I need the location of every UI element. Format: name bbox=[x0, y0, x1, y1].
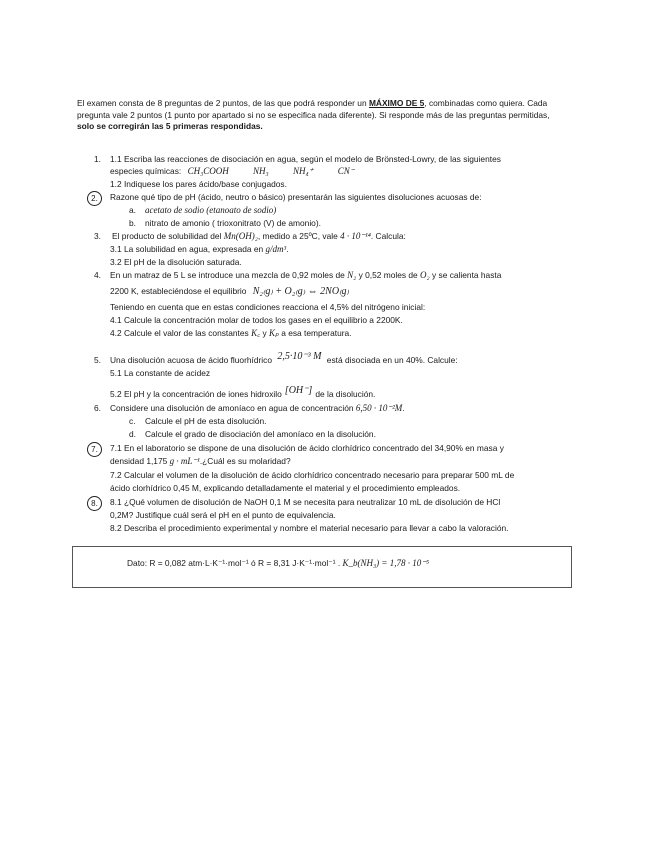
q4-n2: N₂ bbox=[347, 270, 357, 280]
question-number-7-circled: 7. bbox=[87, 442, 102, 457]
q4-equilibrium-equation: N₂₍g₎ + O₂₍g₎ ⇔ 2NO₍g₎ bbox=[252, 286, 349, 297]
kb-ammonia: K_b(NH₃) = 1,78 · 10⁻⁵ bbox=[342, 558, 430, 568]
q7-density-units: g · mL⁻¹ bbox=[169, 456, 200, 466]
q5-concentration: 2,5·10⁻³ M bbox=[277, 351, 322, 362]
q6-c-text: Calcule el pH de esta disolución. bbox=[145, 416, 267, 426]
q1-line1: 1.1 Escriba las reacciones de disociación en agua, según el modelo de Brönsted-Lowry, de las siguientes bbox=[110, 154, 501, 164]
q1-line2: especies químicas: CH₃COOH NH₃ NH₄⁺ CN⁻ bbox=[110, 166, 355, 176]
constants-box bbox=[72, 546, 572, 588]
species-ammonia: NH₃ bbox=[253, 166, 269, 176]
species-acetic-acid: CH₃COOH bbox=[187, 166, 229, 176]
q2-b-ammonium-nitrate: nitrato de amonio ( trioxonitrato (V) de amonio). bbox=[145, 218, 321, 228]
q4-kc: K꜀ bbox=[251, 328, 261, 338]
question-number-6: 6. bbox=[94, 403, 101, 413]
question-number-8-circled: 8. bbox=[87, 496, 102, 511]
species-cyanide: CN⁻ bbox=[337, 166, 355, 176]
q6-concentration: 6,50 · 10⁻²M bbox=[355, 403, 403, 413]
q2-a-sodium-acetate: acetato de sodio (etanoato de sodio) bbox=[145, 205, 277, 215]
q5-line1: Una disolución acuosa de ácido fluorhídrico 2,5·10⁻³ M está disociada en un 40%. Calcule: bbox=[110, 351, 458, 365]
correction-rule: solo se corregirán las 5 primeras respondidas. bbox=[77, 121, 263, 131]
q3-ksp-value: 4 · 10⁻¹⁴ bbox=[340, 231, 371, 241]
q4-line3: Teniendo en cuenta que en estas condiciones reacciona el 4,5% del nitrógeno inicial: bbox=[110, 302, 426, 312]
q8-line2: 0,2M? Justifique cuál será el pH en el punto de equivalencia. bbox=[110, 510, 336, 520]
q4-line1: En un matraz de 5 L se introduce una mezcla de 0,92 moles de N₂ y 0,52 moles de O₂ y se calienta hasta bbox=[110, 270, 502, 280]
question-number-2-circled: 2. bbox=[87, 191, 102, 206]
q1-line3: 1.2 Indiquese los pares ácido/base conjugados. bbox=[110, 179, 287, 189]
constants-text: Dato: R = 0,082 atm·L·K⁻¹·mol⁻¹ ó R = 8,31 J·K⁻¹·mol⁻¹ . K_b(NH₃) = 1,78 · 10⁻⁵ bbox=[127, 558, 430, 568]
q6-c-marker: c. bbox=[129, 416, 136, 426]
q4-line5: 4.2 Calcule el valor de las constantes K꜀ y Kₚ a esa temperatura. bbox=[110, 328, 352, 338]
q4-kp: Kₚ bbox=[269, 328, 279, 338]
question-number-4: 4. bbox=[94, 270, 101, 280]
q7-line1: 7.1 En el laboratorio se dispone de una disolución de ácido clorhídrico concentrado del 34,90% en masa y bbox=[110, 443, 504, 453]
question-number-3: 3. bbox=[94, 231, 101, 241]
question-number-1: 1. bbox=[94, 154, 101, 164]
q2-line1: Razone qué tipo de pH (ácido, neutro o básico) presentarán las siguientes disoluciones acuosas de: bbox=[110, 192, 482, 202]
q3-line2: 3.1 La solubilidad en agua, expresada en g/dm³. bbox=[110, 244, 289, 254]
question-number-5: 5. bbox=[94, 355, 101, 365]
q6-d-text: Calcule el grado de disociación del amoníaco en la disolución. bbox=[145, 429, 376, 439]
q7-line3: 7.2 Calcular el volumen de la disolución de ácido clorhídrico concentrado necesario para preparar 500 mL de bbox=[110, 470, 515, 480]
exam-instructions bbox=[77, 98, 567, 133]
q8-line3: 8.2 Describa el procedimiento experimental y nombre el material necesario para llevar a cabo la valoración. bbox=[110, 523, 509, 533]
q3-line3: 3.2 El pH de la disolución saturada. bbox=[110, 257, 242, 267]
q5-line3: 5.2 El pH y la concentración de iones hidroxilo [OH⁻] de la disolución. bbox=[110, 385, 376, 399]
q4-line4: 4.1 Calcule la concentración molar de todos los gases en el equilibrio a 2200K. bbox=[110, 315, 403, 325]
q6-line1: Considere una disolución de amoníaco en agua de concentración 6,50 · 10⁻²M. bbox=[110, 403, 405, 413]
q5-hydroxide: [OH⁻] bbox=[284, 385, 313, 396]
q3-units: g/dm³ bbox=[265, 244, 287, 254]
instructions-text-2: , combinadas como quiera. Cada pregunta vale 2 puntos (1 punto por apartado si no se especifica nada diferente). Si responde más de las preguntas permitidas, bbox=[77, 98, 550, 120]
instructions-text: El examen consta de 8 preguntas de 2 puntos, de las que podrá responder un bbox=[77, 98, 369, 108]
q7-line2: densidad 1,175 g · mL⁻¹.¿Cuál es su molaridad? bbox=[110, 456, 291, 466]
q2-a-marker: a. bbox=[129, 205, 136, 215]
q6-d-marker: d. bbox=[129, 429, 136, 439]
q3-line1: El producto de solubilidad del Mn(OH)₂, medido a 25ºC, vale 4 · 10⁻¹⁴. Calcula: bbox=[112, 231, 406, 241]
max-answers-emphasis: MÁXIMO DE 5 bbox=[368, 98, 425, 108]
q8-line1: 8.1 ¿Qué volumen de disolución de NaOH 0,1 M se necesita para neutralizar 10 mL de disolución de HCl bbox=[110, 497, 501, 507]
q5-line2: 5.1 La constante de acidez bbox=[110, 368, 211, 378]
q4-o2: O₂ bbox=[420, 270, 430, 280]
q4-line2: 2200 K, estableciéndose el equilibrio N₂₍g₎ + O₂₍g₎ ⇔ 2NO₍g₎ bbox=[110, 286, 349, 297]
q7-line4: ácido clorhídrico 0,45 M, explicando detalladamente el material y el procedimiento empleados. bbox=[110, 483, 461, 493]
species-ammonium: NH₄⁺ bbox=[293, 166, 314, 176]
q2-b-marker: b. bbox=[129, 218, 136, 228]
q3-formula: Mn(OH)₂ bbox=[223, 231, 258, 241]
